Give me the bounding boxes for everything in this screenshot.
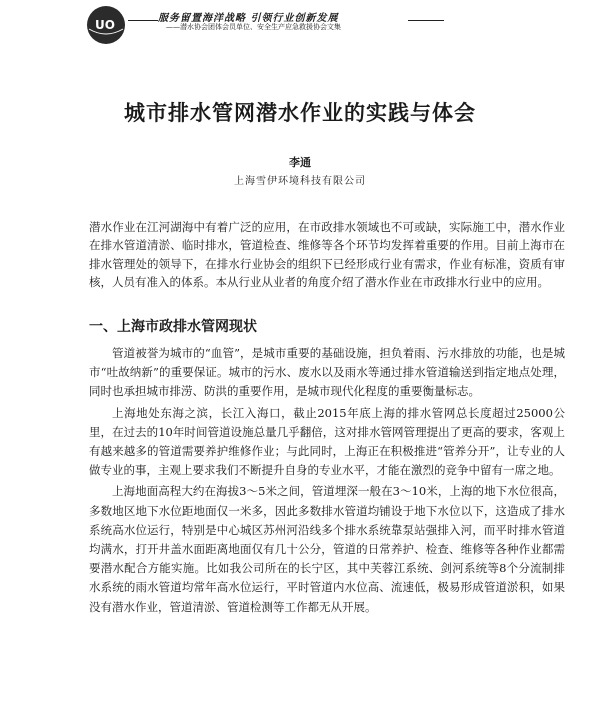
- author-name: 李通: [289, 156, 311, 169]
- header-subtitle: ——潜水协会团体会员单位、安全生产应急救援协会文集: [166, 23, 341, 31]
- header-rule-right: [408, 20, 444, 21]
- article-title: 城市排水管网潜水作业的实践与体会: [124, 100, 476, 125]
- abstract: 潜水作业在江河湖海中有着广泛的应用，在市政排水领域也不可或缺，实际施工中，潜水作业在排水管道清淤、临时排水，管道检查、维修等各个环节均发挥着重要的作用。目前上海市在排水管理处的领导下，在排水行业协会的组织下已经形成行业有需求，作业有标准，资质有审核，人员有准入的体系。本从行业从业者的角度介绍了潜水作业在市政排水行业中的应用。: [89, 220, 565, 290]
- header-title: 服务留置海洋战略 引领行业创新发展: [158, 13, 339, 24]
- header-rule-left: [128, 20, 158, 21]
- body-paragraph: 上海地处东海之滨，长江入海口，截止2015年底上海的排水管网总长度超过25000公里，在过去的10年时间管道设施总量几乎翻倍，这对排水管网管理提出了更高的要求，客观上有越来越多的管道需要养护维修作业；与此同时，上海正在积极推进“管养分开”，让专业的人做专业的事，主观上要求我们不断提升自身的专业水平，才能在激烈的竞争中留有一席之地。: [89, 405, 565, 478]
- section-heading: 一、上海市政排水管网现状: [89, 319, 257, 335]
- section-body: [89, 344, 565, 619]
- body-paragraph: 上海地面高程大约在海拔3～5米之间，管道埋深一般在3～10米，上海的地下水位很高，多数地区地下水位距地面仅一米多，因此多数排水管道均铺设于地下水位以下，这造成了排水系统高水位运行，特别是中心城区苏州河沿线多个排水系统靠泵站强排入河，而平时排水管道均满水，打开井盖水面距离地面仅有几十公分，管道的日常养护、检查、维修等各种作业都需要潜水配合方能实施。比如我公司所在的长宁区，其中芙蓉江系统、剑河系统等8个分流制排水系统的雨水管道均常年高水位运行，平时管道内水位高、流速低，极易形成管道淤积，如果没有潜水作业，管道清淤、管道检测等工作都无从开展。: [89, 484, 565, 614]
- author-affiliation: 上海雪伊环境科技有限公司: [234, 176, 366, 187]
- header-logo-icon: [86, 5, 126, 45]
- body-paragraph: 管道被誉为城市的“血管”，是城市重要的基础设施，担负着雨、污水排放的功能，也是城市“吐故纳新”的重要保证。城市的污水、废水以及雨水等通过排水管道输送到指定地点处理，同时也承担城市排涝、防洪的重要作用，是城市现代化程度的重要衡量标志。: [89, 346, 565, 399]
- svg-text:UO: UO: [95, 18, 115, 32]
